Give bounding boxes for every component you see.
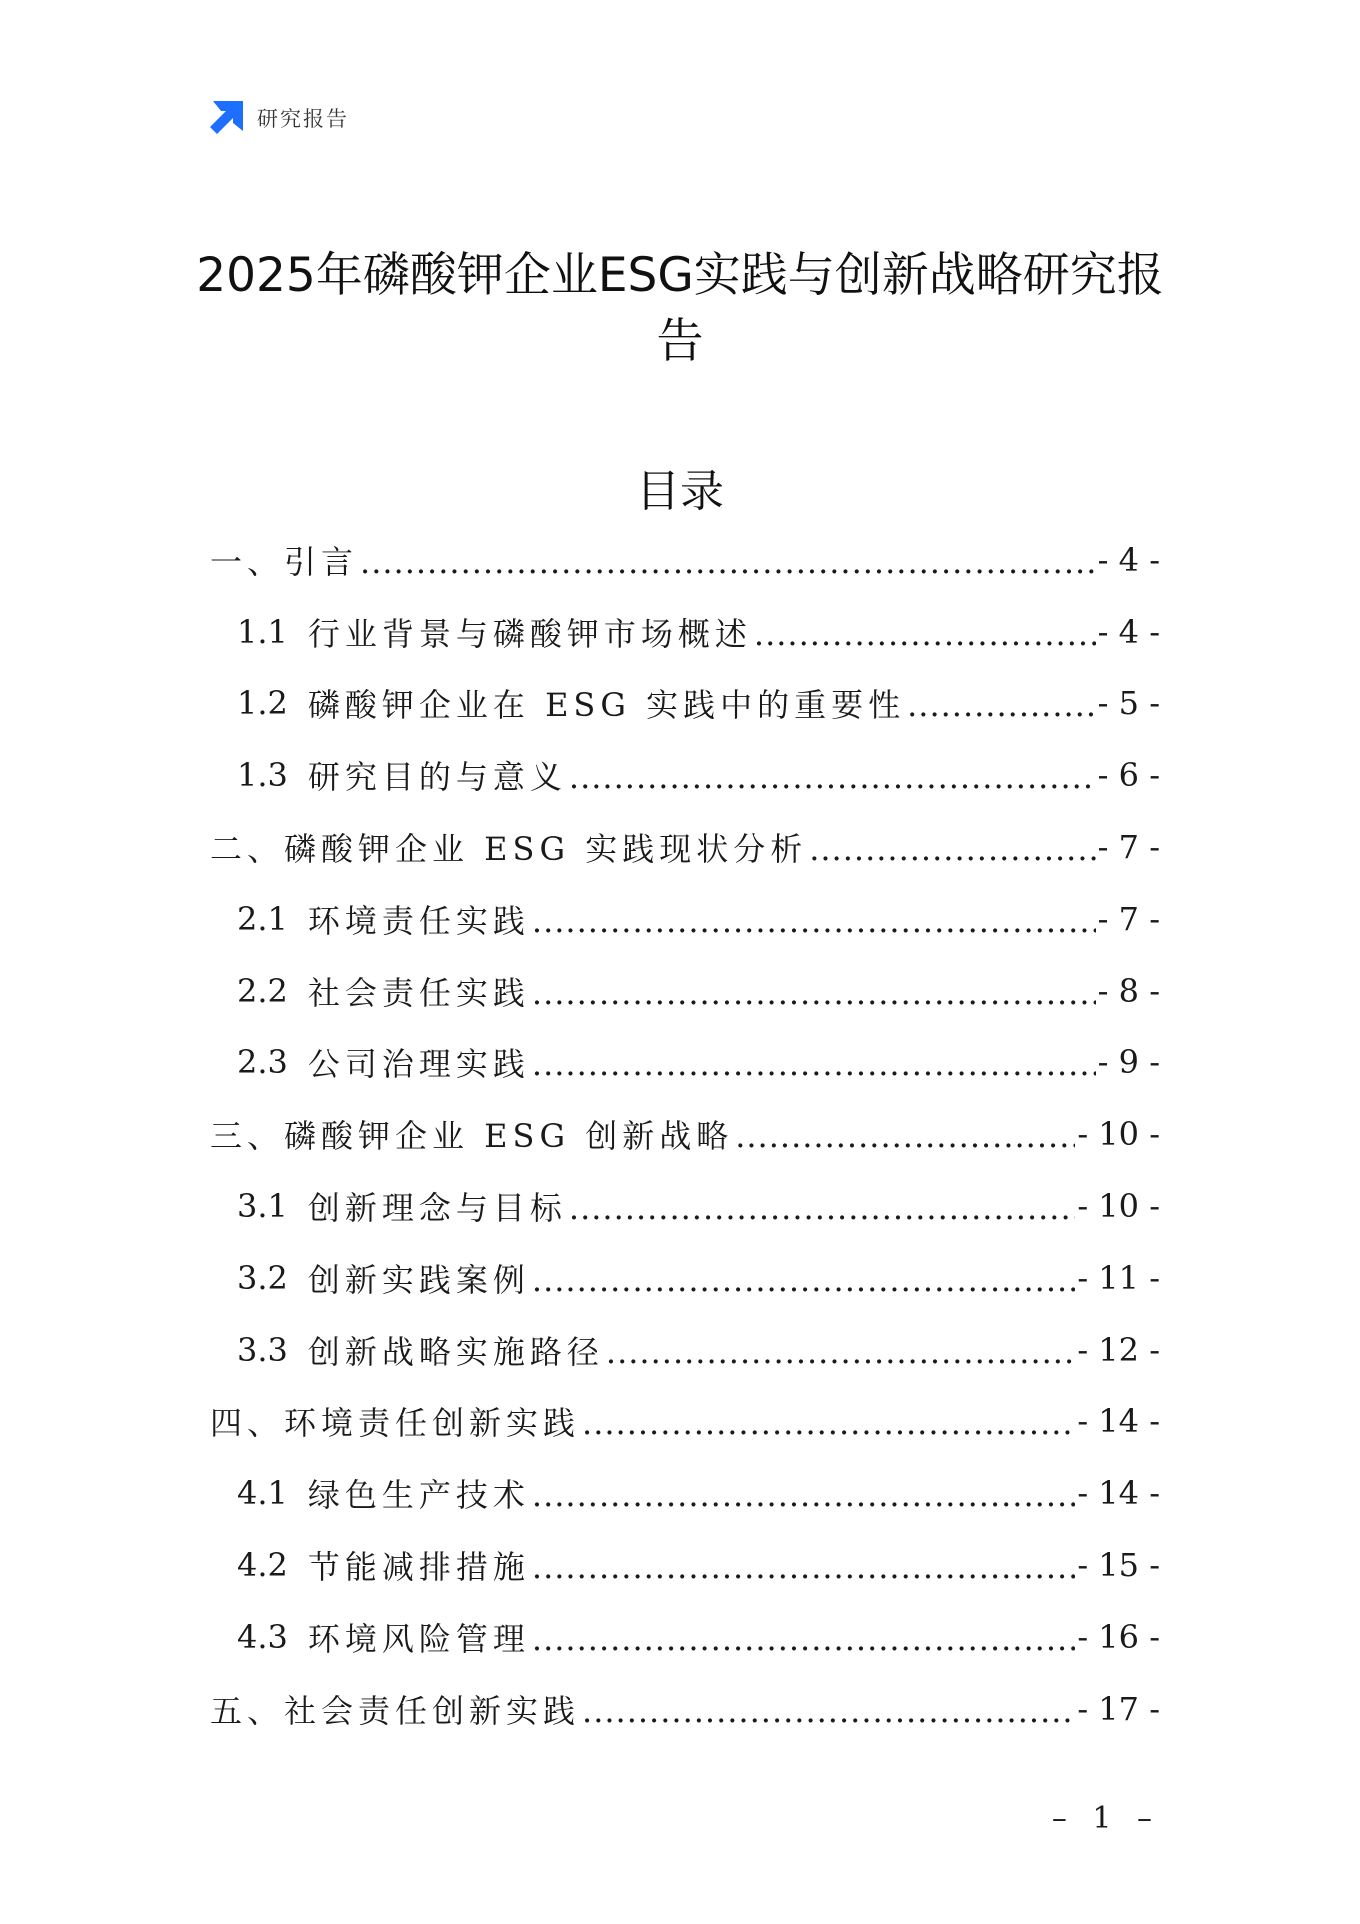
toc-entry-page: - 17 - [1077, 1689, 1160, 1728]
toc-entry[interactable] [210, 1673, 1160, 1745]
toc-dot-leader [360, 543, 1096, 581]
toc-dot-leader [735, 1117, 1075, 1155]
toc-dot-leader [532, 1261, 1075, 1299]
toc-entry-title: 创新理念与目标 [307, 1189, 567, 1228]
toc-entry[interactable] [210, 524, 1160, 596]
toc-dot-leader [569, 758, 1096, 796]
toc-entry[interactable] [210, 1170, 1160, 1242]
toc-entry-title: 社会责任实践 [307, 973, 530, 1012]
toc-dot-leader [606, 1333, 1075, 1371]
toc-entry-title: 节能减排措施 [307, 1548, 530, 1587]
toc-entry-number: 1.1 [237, 612, 288, 651]
arrow-up-right-icon [207, 99, 245, 137]
toc-dot-leader [569, 1189, 1075, 1227]
toc-entry-page: - 14 - [1077, 1402, 1160, 1441]
toc-entry[interactable] [210, 1457, 1160, 1529]
toc-entry-title: 五、社会责任创新实践 [210, 1691, 581, 1730]
toc-entry-number: 4.3 [237, 1617, 288, 1656]
toc-entry-title: 四、环境责任创新实践 [210, 1404, 581, 1443]
toc-entry-page: - 8 - [1097, 971, 1160, 1010]
toc-entry-title: 公司治理实践 [307, 1045, 530, 1084]
toc-entry-title: 绿色生产技术 [307, 1476, 530, 1515]
toc-dot-leader [582, 1692, 1075, 1730]
toc-entry-number: 3.1 [237, 1187, 288, 1226]
toc-entry-page: - 4 - [1097, 612, 1160, 651]
toc-entry-page: - 6 - [1097, 756, 1160, 795]
toc-entry-title: 环境风险管理 [307, 1619, 530, 1658]
toc-entry[interactable] [210, 668, 1160, 740]
toc-dot-leader [532, 902, 1096, 940]
toc-entry-number: 2.1 [237, 899, 288, 938]
toc-entry-page: - 16 - [1077, 1617, 1160, 1656]
toc-entry-number: 2.3 [237, 1043, 288, 1082]
toc-entry-page: - 11 - [1077, 1258, 1160, 1297]
toc-entry[interactable] [210, 739, 1160, 811]
toc-entry-page: - 15 - [1077, 1546, 1160, 1585]
toc-entry-number: 4.1 [237, 1474, 288, 1513]
toc-entry[interactable] [210, 1242, 1160, 1314]
toc-entry[interactable] [210, 883, 1160, 955]
toc-entry-number: 2.2 [237, 971, 288, 1010]
toc-entry[interactable] [210, 596, 1160, 668]
toc-entry-page: - 14 - [1077, 1474, 1160, 1513]
toc-entry-number: 1.2 [237, 684, 288, 723]
toc-entry-number: 1.3 [237, 756, 288, 795]
toc-dot-leader [532, 974, 1096, 1012]
toc-entry[interactable] [210, 955, 1160, 1027]
toc-entry-title: 二、磷酸钾企业 ESG 实践现状分析 [210, 830, 808, 869]
toc-dot-leader [754, 615, 1096, 653]
toc-entry-title: 创新实践案例 [307, 1260, 530, 1299]
toc-entry-page: - 9 - [1097, 1043, 1160, 1082]
toc-dot-leader [809, 830, 1095, 868]
toc-entry-number: 4.2 [237, 1546, 288, 1585]
toc-dot-leader [907, 686, 1096, 724]
toc-dot-leader [532, 1045, 1096, 1083]
toc-dot-leader [582, 1404, 1075, 1442]
toc-entry-number: 3.3 [237, 1330, 288, 1369]
toc-entry[interactable] [210, 1314, 1160, 1386]
toc-entry-title: 研究目的与意义 [307, 758, 567, 797]
toc-entry-page: - 7 - [1097, 828, 1160, 867]
toc-entry-title: 一、引言 [210, 542, 359, 581]
toc-entry-page: - 4 - [1097, 540, 1160, 579]
toc-dot-leader [532, 1476, 1075, 1514]
toc-dot-leader [532, 1620, 1075, 1658]
toc-entry-page: - 7 - [1097, 899, 1160, 938]
toc-entry[interactable] [210, 1601, 1160, 1673]
toc-entry-title: 行业背景与磷酸钾市场概述 [307, 614, 752, 653]
toc-entry-page: - 12 - [1077, 1330, 1160, 1369]
toc-dot-leader [532, 1548, 1075, 1586]
toc-entry-title: 创新战略实施路径 [307, 1332, 604, 1371]
header-label: 研究报告 [257, 107, 349, 131]
toc-entry-page: - 5 - [1097, 684, 1160, 723]
page-number: – 1 – [1051, 1801, 1160, 1836]
toc-entry[interactable] [210, 1027, 1160, 1099]
toc-entry[interactable] [210, 1529, 1160, 1601]
toc-entry[interactable] [210, 1386, 1160, 1458]
toc-entry-page: - 10 - [1077, 1115, 1160, 1154]
toc-entry-page: - 10 - [1077, 1187, 1160, 1226]
toc-entry-title: 三、磷酸钾企业 ESG 创新战略 [210, 1117, 734, 1156]
toc-heading: 目录 [636, 466, 724, 517]
toc-entry-number: 3.2 [237, 1258, 288, 1297]
toc-entry-title: 磷酸钾企业在 ESG 实践中的重要性 [307, 686, 906, 725]
toc-entry[interactable] [210, 811, 1160, 883]
report-header [207, 98, 349, 138]
document-title: 2025年磷酸钾企业ESG实践与创新战略研究报告 [196, 248, 1164, 369]
toc-entry[interactable] [210, 1098, 1160, 1170]
table-of-contents [210, 524, 1160, 1745]
toc-entry-title: 环境责任实践 [307, 901, 530, 940]
